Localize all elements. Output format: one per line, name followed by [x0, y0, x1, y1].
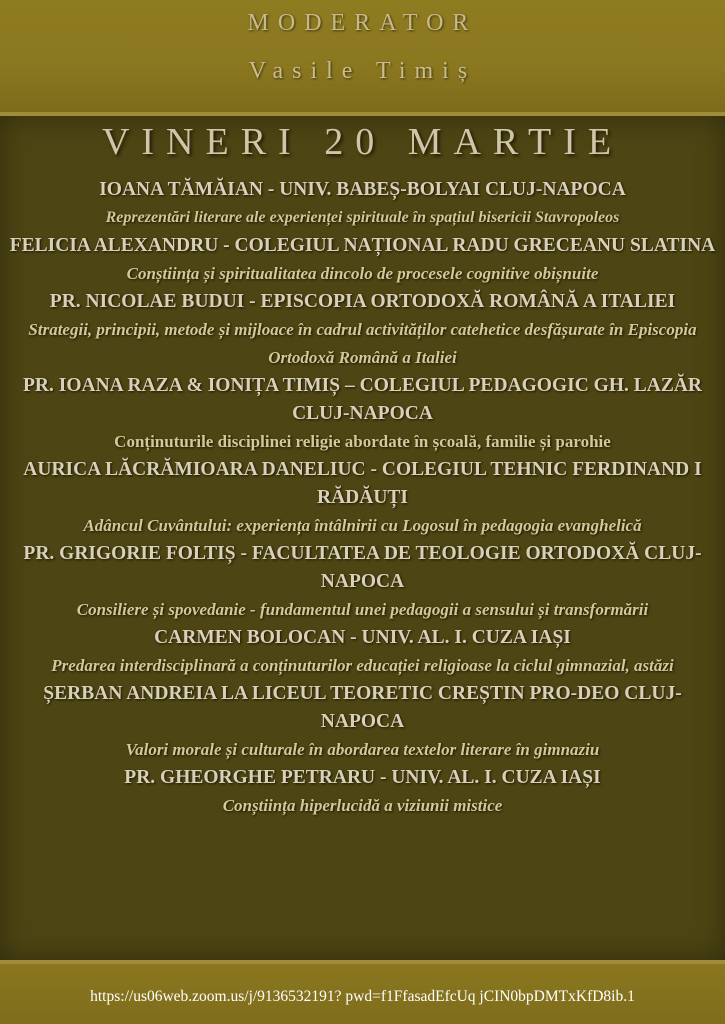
talk-item	[6, 624, 719, 680]
talk-item	[6, 540, 719, 624]
talk-item	[6, 456, 719, 540]
talk-topic: Consiliere și spovedanie - fundamentul unei pedagogii a sensului și transformării	[76, 600, 649, 619]
talk-topic: Predarea interdisciplinară a conținuturilor educației religioase la ciclul gimnazial, astăzi	[51, 656, 674, 675]
talk-speaker: PR. NICOLAE BUDUI - EPISCOPIA ORTODOXĂ ROMÂNĂ A ITALIEI	[49, 291, 676, 312]
talk-speaker: ȘERBAN ANDREIA LA LICEUL TEORETIC CREȘTIN PRO-DEO CLUJ-NAPOCA	[43, 683, 682, 732]
talk-item	[6, 232, 719, 288]
talk-item	[6, 764, 719, 820]
talk-speaker: IOANA TĂMĂIAN - UNIV. BABEȘ-BOLYAI CLUJ-NAPOCA	[99, 179, 626, 200]
talk-speaker: CARMEN BOLOCAN - UNIV. AL. I. CUZA IAȘI	[154, 627, 571, 648]
talk-speaker: FELICIA ALEXANDRU - COLEGIUL NAȚIONAL RADU GRECEANU SLATINA	[9, 235, 716, 256]
talk-list	[6, 176, 719, 820]
talk-speaker: PR. IOANA RAZA & IONIȚA TIMIȘ – COLEGIUL PEDAGOGIC GH. LAZĂR CLUJ-NAPOCA	[23, 375, 702, 424]
talk-topic: Reprezentări literare ale experienței spirituale în spațiul bisericii Stavropoleos	[105, 209, 620, 226]
moderator-name: Vasile Timiș	[248, 58, 477, 84]
talk-item	[6, 288, 719, 372]
talk-topic: Conștiința și spiritualitatea dincolo de procesele cognitive obișnuite	[126, 264, 599, 283]
talk-speaker: AURICA LĂCRĂMIOARA DANELIUC - COLEGIUL TEHNIC FERDINAND I RĂDĂUȚI	[23, 459, 702, 508]
moderator-label: MODERATOR	[247, 10, 478, 36]
talk-speaker: PR. GRIGORIE FOLTIȘ - FACULTATEA DE TEOLOGIE ORTODOXĂ CLUJ-NAPOCA	[23, 543, 702, 592]
talk-topic: Conștiința hiperlucidă a viziunii mistice	[222, 796, 503, 815]
talk-speaker: PR. GHEORGHE PETRARU - UNIV. AL. I. CUZA IAȘI	[124, 767, 601, 788]
talk-item	[6, 372, 719, 456]
talk-topic: Adâncul Cuvântului: experiența întâlnirii cu Logosul în pedagogia evanghelică	[83, 516, 642, 535]
talk-item	[6, 680, 719, 764]
talk-topic: Conținuturile disciplinei religie abordate în școală, familie și parohie	[114, 432, 611, 451]
day-title: VINERI 20 MARTIE	[101, 121, 624, 163]
talk-item	[6, 176, 719, 232]
talk-topic: Valori morale și culturale în abordarea textelor literare în gimnaziu	[125, 740, 600, 759]
zoom-link[interactable]: https://us06web.zoom.us/j/9136532191? pwd=f1FfasadEfcUq jCIN0bpDMTxKfD8ib.1	[90, 988, 635, 1005]
talk-topic: Strategii, principii, metode și mijloace în cadrul activităților catehetice desfășurate în Episcopia Ortodoxă Română a Italiei	[28, 320, 697, 367]
